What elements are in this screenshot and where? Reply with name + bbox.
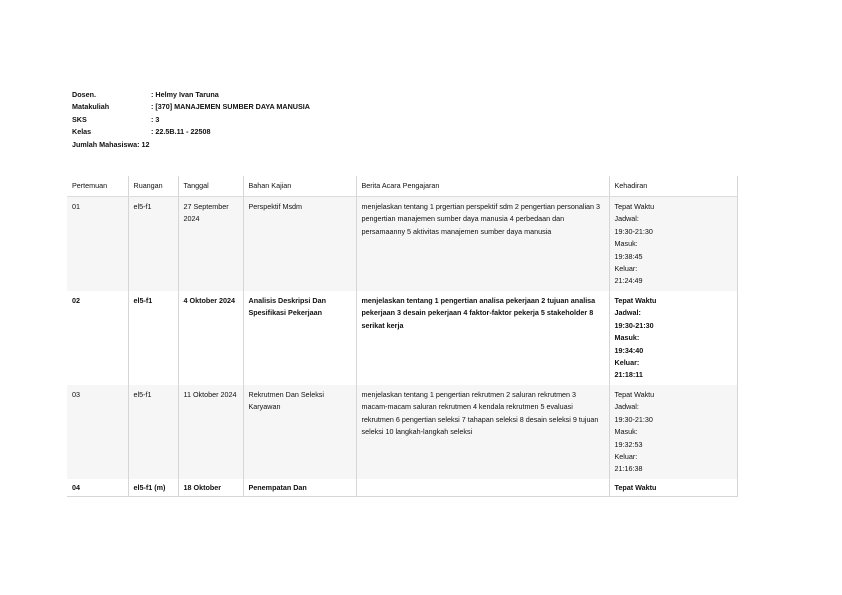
status-text: Tepat Waktu — [614, 202, 655, 211]
sks-value: : 3 — [151, 114, 160, 124]
keluar-label: Keluar: — [614, 358, 640, 368]
masuk-label: Masuk: — [614, 427, 638, 437]
keluar-value: 21:16:38 — [614, 464, 643, 474]
cell-berita: menjelaskan tentang 1 pengertian rekrutmen 2 saluran rekrutmen 3 macam-macam saluran rekrutmen 4 kendala rekrutmen 5 evaluasi rekrutmen 6 pengertian seleksi 7 tahapan seleksi 8 desain seleksi 9 tujuan seleksi 10 langkah-langkah seleksi — [356, 385, 609, 479]
jumlah-label: Jumlah Mahasiswa — [72, 139, 138, 149]
table-row — [67, 479, 737, 497]
cell-ruangan: el5-f1 — [128, 291, 178, 385]
status-text: Tepat Waktu — [614, 296, 657, 305]
cell-kehadiran — [609, 291, 737, 385]
jadwal-value: 19:30-21:30 — [614, 414, 653, 424]
cell-kehadiran — [609, 385, 737, 479]
header-bahan-kajian: Bahan Kajian — [243, 176, 356, 197]
cell-tanggal: 27 September 2024 — [178, 197, 243, 292]
cell-pertemuan: 02 — [67, 291, 128, 385]
jadwal-label: Jadwal: — [614, 402, 639, 412]
cell-ruangan: el5-f1 (m) — [128, 479, 178, 497]
cell-bahan: Analisis Deskripsi Dan Spesifikasi Pekerjaan — [243, 291, 356, 385]
matakuliah-value: : [370] MANAJEMEN SUMBER DAYA MANUSIA — [151, 102, 310, 112]
cell-kehadiran — [609, 479, 737, 497]
table-row — [67, 291, 737, 385]
sks-label: SKS — [72, 114, 87, 124]
status-text: Tepat Waktu — [614, 390, 655, 399]
jumlah-value: : 12 — [137, 139, 150, 149]
attendance-table — [67, 176, 738, 497]
cell-bahan: Penempatan Dan — [243, 479, 356, 497]
dosen-label: Dosen. — [72, 90, 96, 99]
header-ruangan: Ruangan — [128, 176, 178, 197]
lecture-info — [72, 89, 310, 151]
info-matakuliah — [72, 101, 310, 113]
keluar-value: 21:18:11 — [614, 370, 643, 380]
masuk-value: 19:34:40 — [614, 345, 644, 355]
masuk-value: 19:38:45 — [614, 251, 643, 261]
dosen-value: : Helmy Ivan Taruna — [151, 90, 219, 99]
cell-tanggal: 4 Oktober 2024 — [178, 291, 243, 385]
status-text: Tepat Waktu — [614, 483, 657, 492]
cell-berita: menjelaskan tentang 1 prgertian perspektif sdm 2 pengertian personalian 3 pengertian manajemen sumber daya manusia 4 perbedaan dan persamaanny 5 aktivitas manajemen sumber daya manusia — [356, 197, 609, 292]
header-pertemuan: Pertemuan — [67, 176, 128, 197]
cell-kehadiran — [609, 197, 737, 292]
keluar-label: Keluar: — [614, 452, 638, 462]
cell-pertemuan: 01 — [67, 197, 128, 292]
kelas-label: Kelas — [72, 127, 92, 137]
jadwal-value: 19:30-21:30 — [614, 226, 653, 236]
keluar-label: Keluar: — [614, 264, 638, 274]
table-row — [67, 385, 737, 479]
cell-bahan: Rekrutmen Dan Seleksi Karyawan — [243, 385, 356, 479]
cell-tanggal: 11 Oktober 2024 — [178, 385, 243, 479]
cell-ruangan: el5-f1 — [128, 197, 178, 292]
keluar-value: 21:24:49 — [614, 276, 643, 286]
cell-tanggal: 18 Oktober — [178, 479, 243, 497]
cell-berita: menjelaskan tentang 1 pengertian analisa pekerjaan 2 tujuan analisa pekerjaan 3 desain pekerjaan 4 faktor-faktor pekerja 5 stakeholder 8 serikat kerja — [356, 291, 609, 385]
table-header-row — [67, 176, 737, 197]
matakuliah-label: Matakuliah — [72, 102, 110, 112]
cell-bahan: Perspektif Msdm — [243, 197, 356, 292]
masuk-label: Masuk: — [614, 333, 640, 343]
header-tanggal: Tanggal — [178, 176, 243, 197]
cell-berita — [356, 479, 609, 497]
jadwal-label: Jadwal: — [614, 214, 639, 224]
cell-ruangan: el5-f1 — [128, 385, 178, 479]
cell-pertemuan: 04 — [67, 479, 128, 497]
header-kehadiran: Kehadiran — [609, 176, 737, 197]
jadwal-label: Jadwal: — [614, 308, 641, 318]
info-sks — [72, 114, 310, 126]
info-kelas — [72, 126, 310, 138]
info-dosen — [72, 89, 310, 101]
kelas-value: : 22.5B.11 - 22508 — [151, 127, 211, 137]
header-berita-acara: Berita Acara Pengajaran — [356, 176, 609, 197]
cell-pertemuan: 03 — [67, 385, 128, 479]
masuk-label: Masuk: — [614, 239, 638, 249]
table-row — [67, 197, 737, 292]
masuk-value: 19:32:53 — [614, 439, 643, 449]
info-jumlah — [72, 139, 310, 151]
jadwal-value: 19:30-21:30 — [614, 320, 654, 330]
